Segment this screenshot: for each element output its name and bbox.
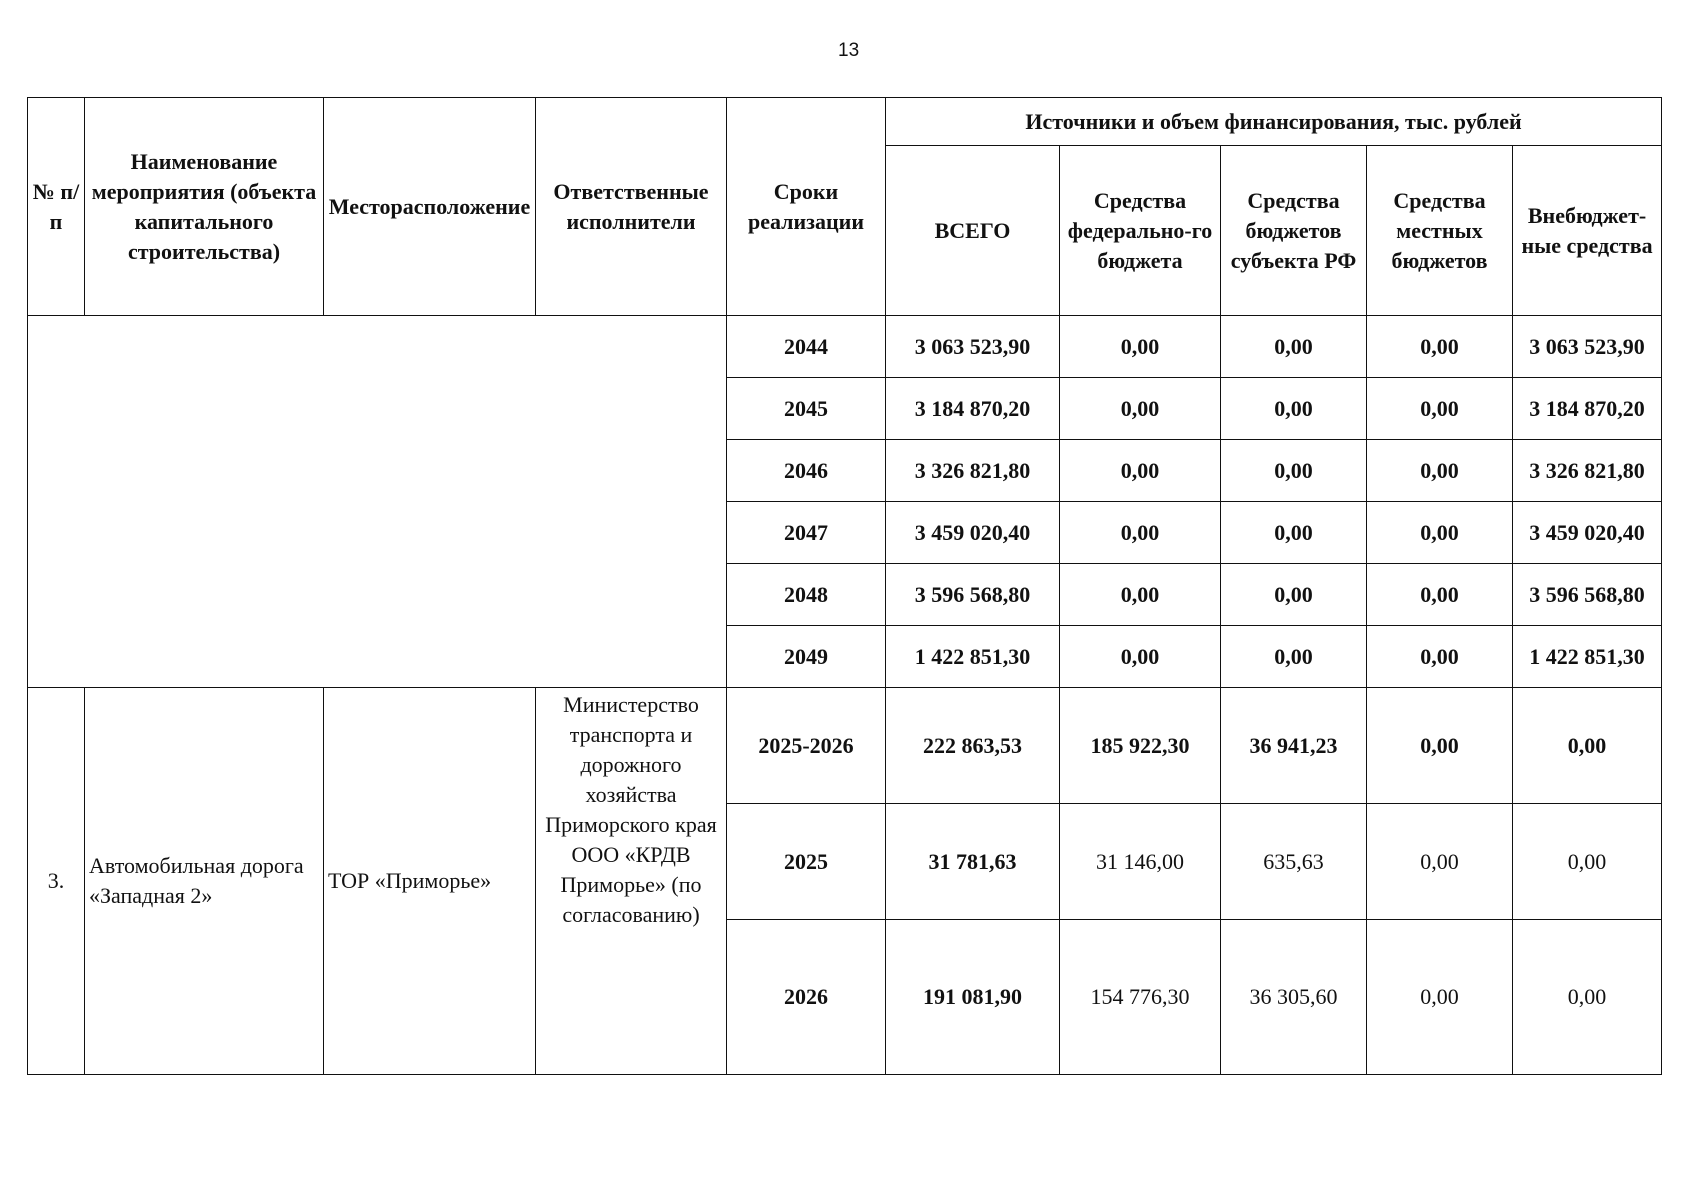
item3-num: 3. (28, 688, 85, 1075)
local-cell: 0,00 (1367, 440, 1513, 502)
regional-cell: 0,00 (1221, 440, 1367, 502)
extra-cell: 3 326 821,80 (1513, 440, 1662, 502)
total-cell: 3 184 870,20 (886, 378, 1060, 440)
financing-table (27, 97, 1662, 1075)
period-cell: 2026 (727, 920, 886, 1075)
total-cell: 31 781,63 (886, 804, 1060, 920)
total-cell: 3 063 523,90 (886, 316, 1060, 378)
continuation-empty-cell (28, 316, 727, 688)
table-row (28, 316, 1662, 378)
extra-cell: 3 184 870,20 (1513, 378, 1662, 440)
federal-cell: 0,00 (1060, 378, 1221, 440)
year-cell: 2046 (727, 440, 886, 502)
extra-cell: 1 422 851,30 (1513, 626, 1662, 688)
year-cell: 2047 (727, 502, 886, 564)
federal-cell: 31 146,00 (1060, 804, 1221, 920)
extra-cell: 0,00 (1513, 688, 1662, 804)
regional-cell: 36 941,23 (1221, 688, 1367, 804)
header-total: ВСЕГО (886, 146, 1060, 316)
federal-cell: 154 776,30 (1060, 920, 1221, 1075)
total-cell: 3 596 568,80 (886, 564, 1060, 626)
header-regional: Средства бюджетов субъекта РФ (1221, 146, 1367, 316)
extra-cell: 3 596 568,80 (1513, 564, 1662, 626)
extra-cell: 3 459 020,40 (1513, 502, 1662, 564)
header-federal: Средства федерально-го бюджета (1060, 146, 1221, 316)
year-cell: 2049 (727, 626, 886, 688)
local-cell: 0,00 (1367, 804, 1513, 920)
header-location: Месторасположение (324, 98, 536, 316)
extra-cell: 3 063 523,90 (1513, 316, 1662, 378)
year-cell: 2044 (727, 316, 886, 378)
local-cell: 0,00 (1367, 688, 1513, 804)
total-cell: 3 326 821,80 (886, 440, 1060, 502)
header-extra: Внебюджет-ные средства (1513, 146, 1662, 316)
regional-cell: 0,00 (1221, 502, 1367, 564)
year-cell: 2045 (727, 378, 886, 440)
federal-cell: 0,00 (1060, 440, 1221, 502)
federal-cell: 0,00 (1060, 626, 1221, 688)
header-period: Сроки реализации (727, 98, 886, 316)
local-cell: 0,00 (1367, 316, 1513, 378)
regional-cell: 36 305,60 (1221, 920, 1367, 1075)
regional-cell: 635,63 (1221, 804, 1367, 920)
year-cell: 2048 (727, 564, 886, 626)
total-cell: 191 081,90 (886, 920, 1060, 1075)
item3-responsible: Министерство транспорта и дорожного хозяйства Приморского края ООО «КРДВ Приморье» (по согласованию) (536, 688, 727, 1075)
header-responsible: Ответственные исполнители (536, 98, 727, 316)
header-sources-group: Источники и объем финансирования, тыс. рублей (886, 98, 1662, 146)
header-name: Наименование мероприятия (объекта капитального строительства) (85, 98, 324, 316)
regional-cell: 0,00 (1221, 378, 1367, 440)
period-cell: 2025 (727, 804, 886, 920)
table-row (28, 688, 1662, 804)
extra-cell: 0,00 (1513, 920, 1662, 1075)
federal-cell: 0,00 (1060, 564, 1221, 626)
local-cell: 0,00 (1367, 920, 1513, 1075)
extra-cell: 0,00 (1513, 804, 1662, 920)
regional-cell: 0,00 (1221, 316, 1367, 378)
federal-cell: 185 922,30 (1060, 688, 1221, 804)
federal-cell: 0,00 (1060, 316, 1221, 378)
local-cell: 0,00 (1367, 502, 1513, 564)
header-local: Средства местных бюджетов (1367, 146, 1513, 316)
regional-cell: 0,00 (1221, 626, 1367, 688)
header-num: № п/п (28, 98, 85, 316)
page-number-text: 13 (838, 40, 860, 61)
regional-cell: 0,00 (1221, 564, 1367, 626)
item3-name: Автомобильная дорога «Западная 2» (85, 688, 324, 1075)
local-cell: 0,00 (1367, 378, 1513, 440)
federal-cell: 0,00 (1060, 502, 1221, 564)
total-cell: 222 863,53 (886, 688, 1060, 804)
total-cell: 1 422 851,30 (886, 626, 1060, 688)
item3-location: ТОР «Приморье» (324, 688, 536, 1075)
local-cell: 0,00 (1367, 626, 1513, 688)
total-cell: 3 459 020,40 (886, 502, 1060, 564)
local-cell: 0,00 (1367, 564, 1513, 626)
period-cell: 2025-2026 (727, 688, 886, 804)
